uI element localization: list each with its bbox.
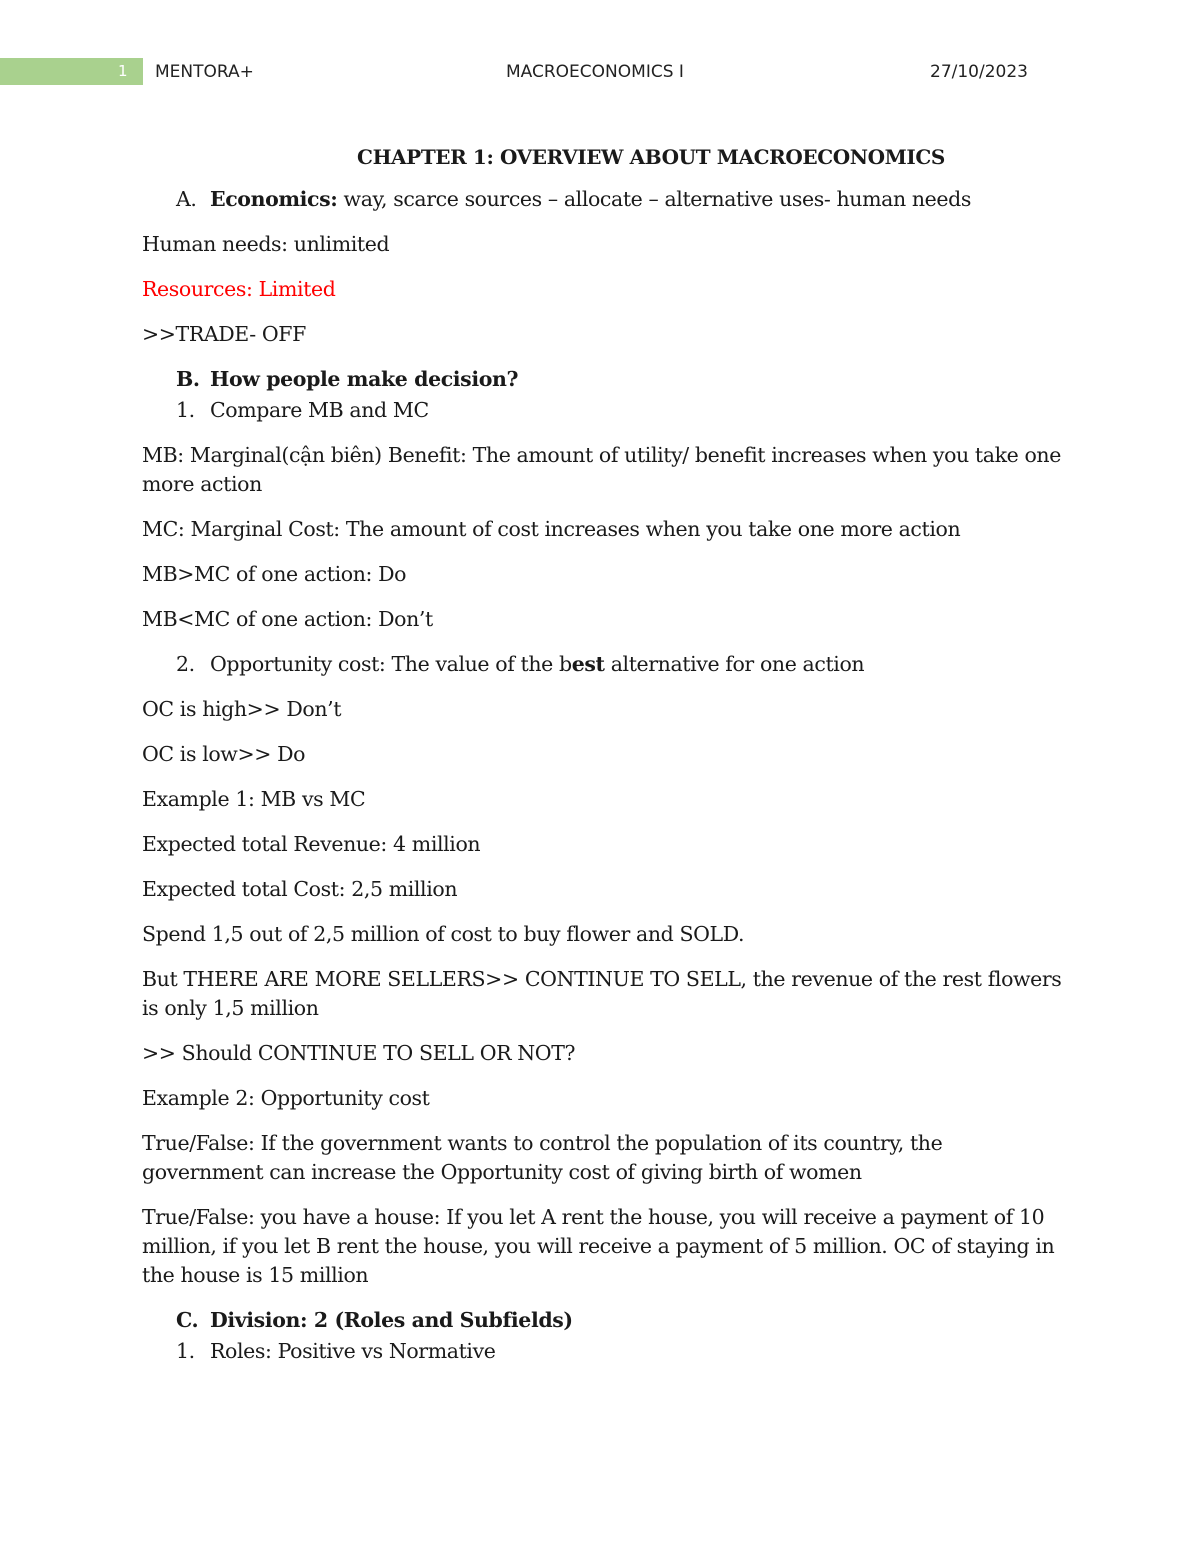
paragraph: MB>MC of one action: Do [142, 562, 407, 586]
paragraph: >> Should CONTINUE TO SELL OR NOT? [142, 1041, 576, 1065]
paragraph: But THERE ARE MORE SELLERS>> CONTINUE TO SELL, the revenue of the rest flowers is only 1,5 million [142, 967, 1062, 1020]
paragraph: OC is high>> Don’t [142, 697, 342, 721]
section-a-heading [142, 185, 1062, 214]
list-item [142, 650, 1062, 679]
paragraph: Human needs: unlimited [142, 232, 390, 256]
paragraph: MB: Marginal(cận biên) Benefit: The amount of utility/ benefit increases when you take one more action [142, 443, 1061, 496]
section-b-heading [142, 365, 1062, 394]
header-center-text: MACROECONOMICS I [506, 62, 684, 82]
section-marker: C. [176, 1308, 199, 1332]
page-number: 1 [118, 62, 128, 80]
header-date: 27/10/2023 [930, 62, 1028, 82]
paragraph: MC: Marginal Cost: The amount of cost increases when you take one more action [142, 517, 961, 541]
list-item-text: Opportunity cost: The value of the b [210, 652, 572, 676]
list-marker: 2. [176, 652, 195, 676]
paragraph: OC is low>> Do [142, 742, 306, 766]
list-item-text: Compare MB and MC [210, 398, 429, 422]
section-label: How people make decision? [210, 367, 519, 391]
list-item-text: Roles: Positive vs Normative [210, 1339, 496, 1363]
paragraph: Example 2: Opportunity cost [142, 1086, 430, 1110]
paragraph: Expected total Cost: 2,5 million [142, 877, 458, 901]
paragraph: MB<MC of one action: Don’t [142, 607, 433, 631]
list-item-emphasis: est [571, 652, 605, 676]
section-label: Division: 2 (Roles and Subfields) [210, 1308, 573, 1332]
paragraph: Spend 1,5 out of 2,5 million of cost to buy flower and SOLD. [142, 922, 745, 946]
section-marker: A. [176, 187, 197, 211]
list-item [142, 396, 1062, 425]
section-text: way, scarce sources – allocate – alternative uses- human needs [337, 187, 971, 211]
section-c-heading [142, 1306, 1062, 1335]
paragraph: True/False: you have a house: If you let A rent the house, you will receive a payment of 10 million, if you let B rent the house, you will receive a payment of 5 million. OC of staying in the house is 15 million [142, 1205, 1055, 1287]
chapter-title: CHAPTER 1: OVERVIEW ABOUT MACROECONOMICS [357, 145, 945, 169]
document-body [142, 143, 1062, 1366]
paragraph: Expected total Revenue: 4 million [142, 832, 481, 856]
section-label: Economics: [210, 187, 338, 211]
header-left-text: MENTORA+ [155, 62, 254, 82]
list-item-text: alternative for one action [604, 652, 865, 676]
section-marker: B. [176, 367, 200, 391]
paragraph: True/False: If the government wants to control the population of its country, the government can increase the Opportunity cost of giving birth of women [142, 1131, 943, 1184]
list-marker: 1. [176, 398, 195, 422]
paragraph-highlight: Resources: Limited [142, 277, 336, 301]
paragraph: Example 1: MB vs MC [142, 787, 366, 811]
paragraph: >>TRADE- OFF [142, 322, 306, 346]
list-item [142, 1337, 1062, 1366]
list-marker: 1. [176, 1339, 195, 1363]
